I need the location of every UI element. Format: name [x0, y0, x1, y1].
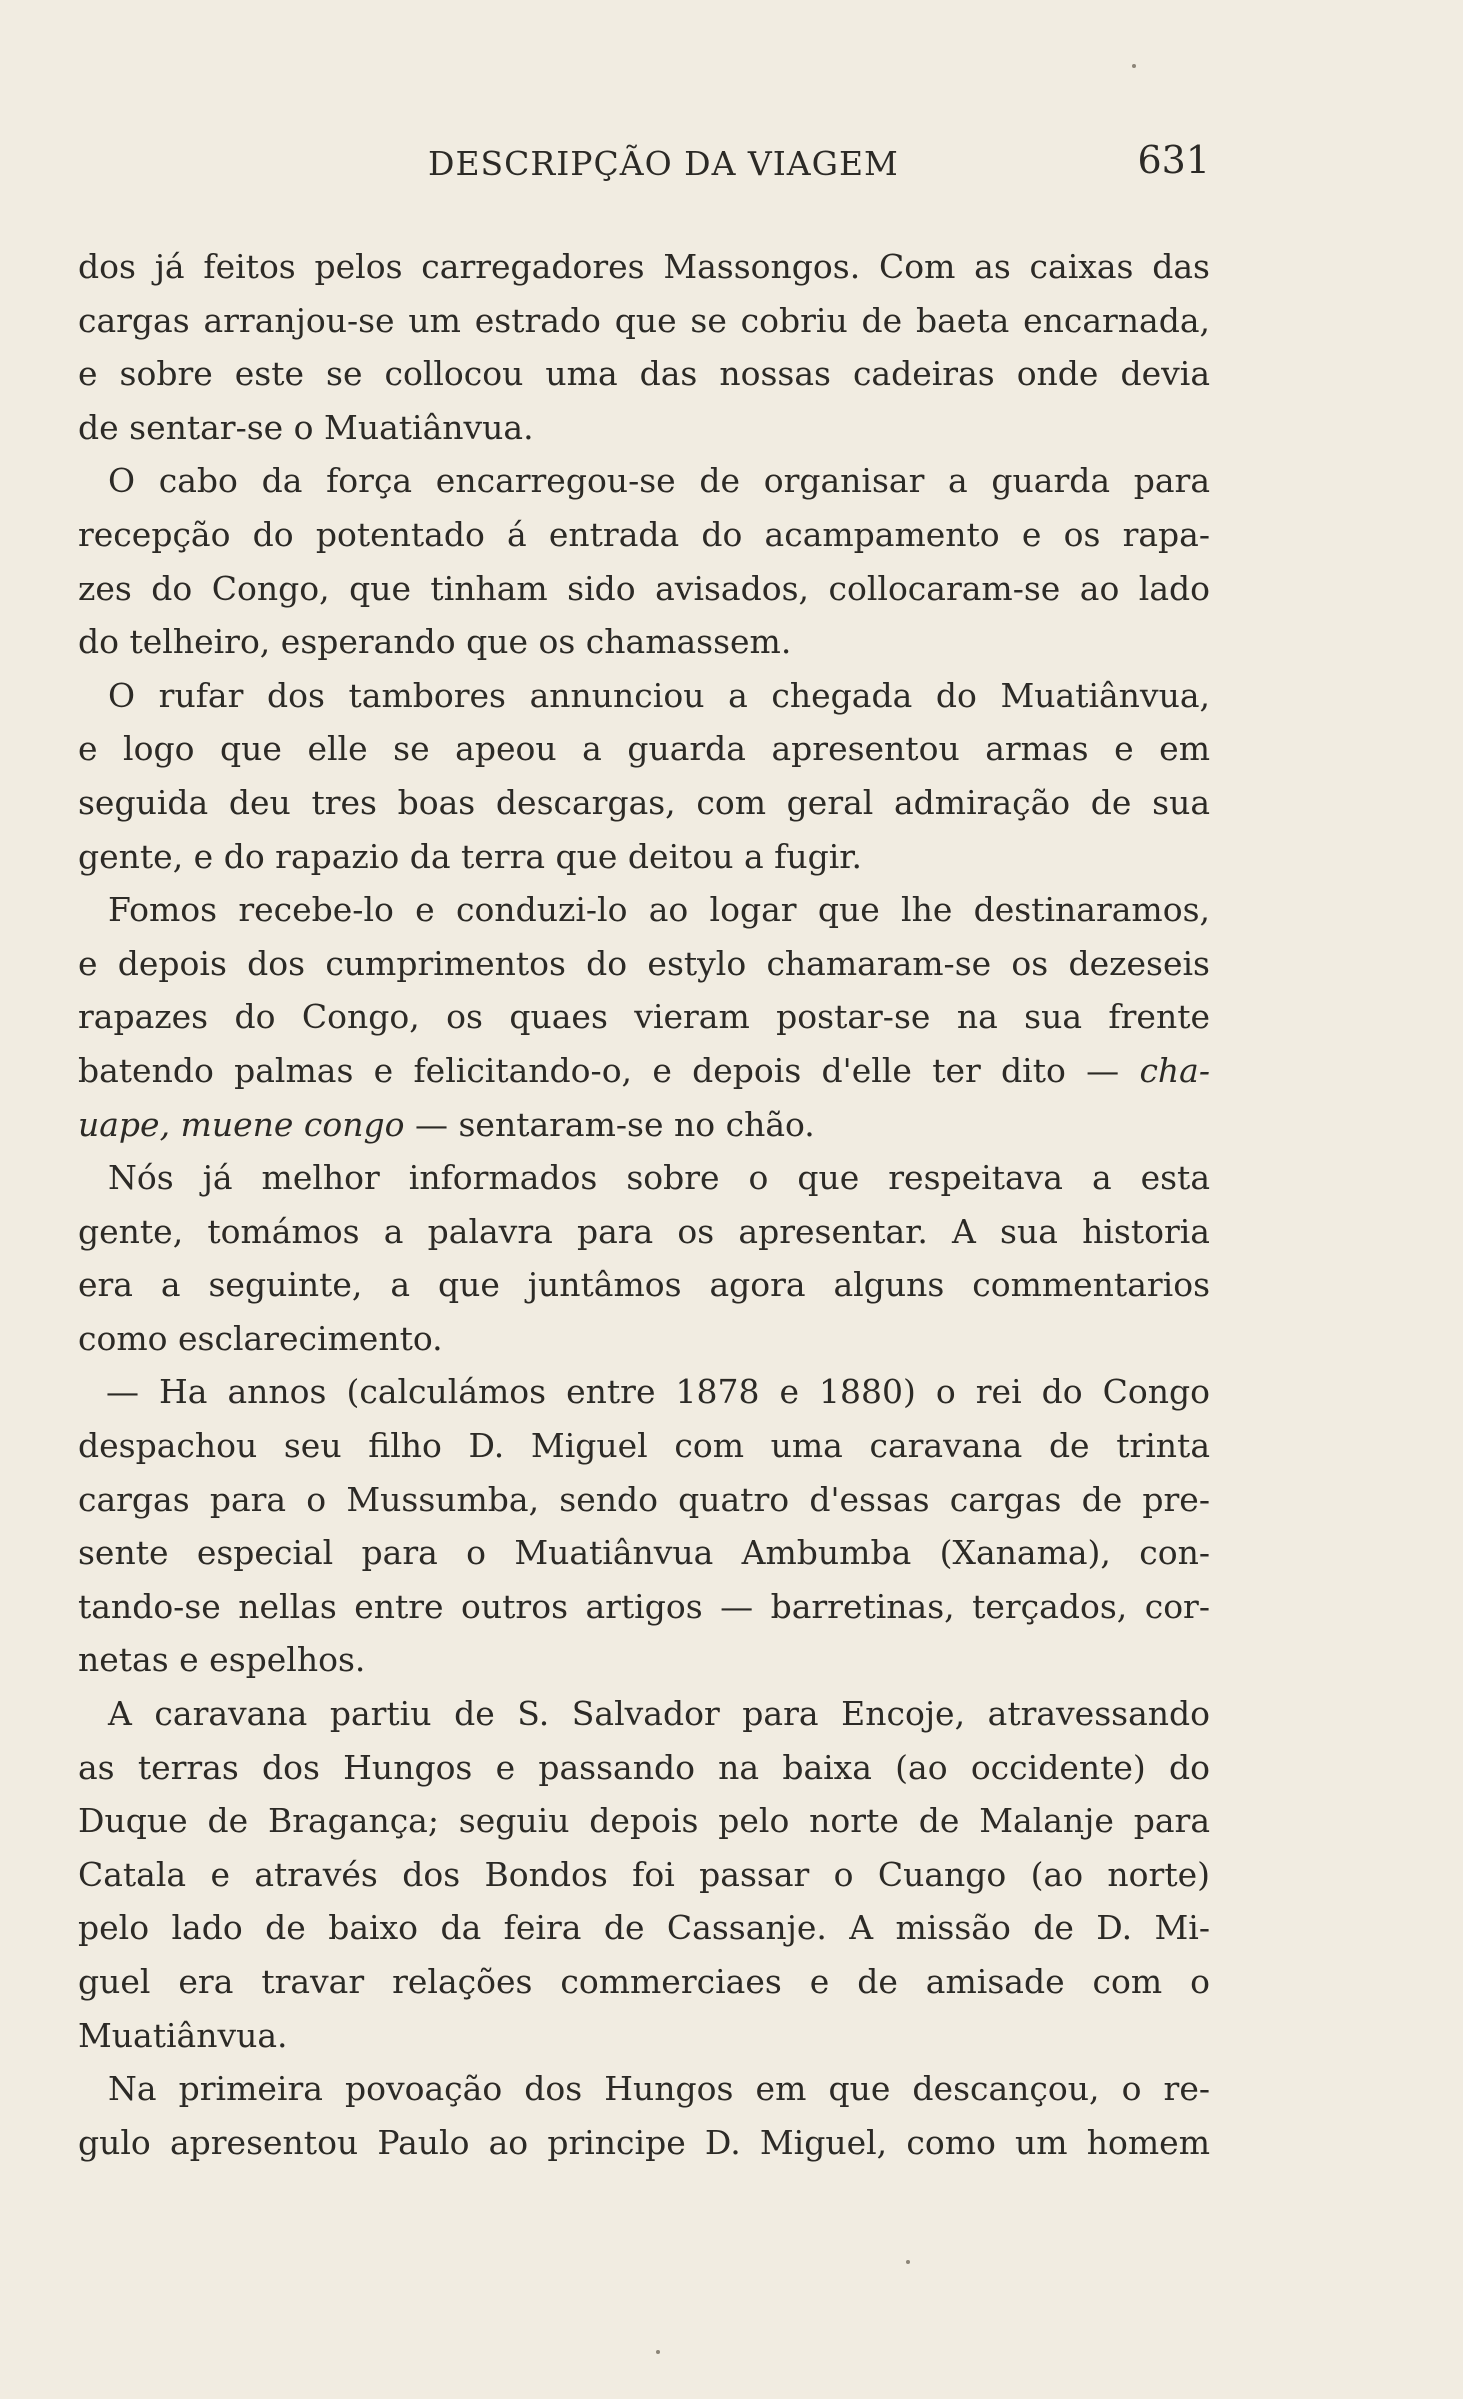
- text-line: e depois dos cumprimentos do estylo chamaram-se os dezeseis: [78, 943, 1210, 983]
- text-line: Muatiânvua.: [78, 2015, 288, 2055]
- text-line: e sobre este se collocou uma das nossas cadeiras onde devia: [78, 354, 1210, 394]
- text-line: cargas arranjou-se um estrado que se cobriu de baeta encarnada,: [78, 300, 1210, 340]
- text-line: zes do Congo, que tinham sido avisados, collocaram-se ao lado: [78, 568, 1210, 608]
- text-line: seguida deu tres boas descargas, com geral admiração de sua: [78, 782, 1210, 822]
- text-line: O rufar dos tambores annunciou a chegada do Muatiânvua,: [108, 675, 1210, 715]
- text-line: Na primeira povoação dos Hungos em que descançou, o re-: [108, 2069, 1210, 2109]
- text-line: de sentar-se o Muatiânvua.: [78, 407, 534, 447]
- running-head: DESCRIPÇÃO DA VIAGEM: [428, 144, 899, 183]
- text-line: dos já feitos pelos carregadores Massongos. Com as caixas das: [78, 247, 1210, 286]
- text-line-mixed: [78, 1098, 1210, 1152]
- body-text: [78, 240, 1210, 2169]
- italic-phrase: uape, muene congo: [78, 1104, 405, 1144]
- text-line: cargas para o Mussumba, sendo quatro d'essas cargas de pre-: [78, 1479, 1210, 1519]
- text-line: tando-se nellas entre outros artigos — barretinas, terçados, cor-: [78, 1586, 1210, 1626]
- paper-speck: [1132, 64, 1136, 68]
- text-line: como esclarecimento.: [78, 1318, 443, 1358]
- text-line: gulo apresentou Paulo ao principe D. Miguel, como um homem: [78, 2122, 1210, 2162]
- page-header: [78, 138, 1210, 188]
- paper-speck: [906, 2260, 910, 2264]
- text-line: do telheiro, esperando que os chamassem.: [78, 622, 792, 662]
- paper-speck: [656, 2350, 660, 2354]
- text-line: guel era travar relações commerciaes e de amisade com o: [78, 1962, 1210, 2001]
- text-line: despachou seu filho D. Miguel com uma caravana de trinta: [78, 1426, 1210, 1466]
- text-line: Nós já melhor informados sobre o que respeitava a esta: [108, 1158, 1210, 1198]
- text-run: batendo palmas e felicitando-o, e depois d'elle ter dito —: [78, 1050, 1140, 1090]
- page-number: 631: [1137, 138, 1210, 182]
- text-line: gente, e do rapazio da terra que deitou a fugir.: [78, 836, 862, 876]
- italic-phrase: cha-: [1139, 1050, 1210, 1090]
- text-line: — Ha annos (calculámos entre 1878 e 1880) o rei do Congo: [106, 1372, 1210, 1412]
- text-line: recepção do potentado á entrada do acampamento e os rapa-: [78, 514, 1210, 554]
- text-line-mixed: [78, 1044, 1210, 1098]
- text-line: O cabo da força encarregou-se de organisar a guarda para: [108, 461, 1210, 501]
- text-line: Fomos recebe-lo e conduzi-lo ao logar que lhe destinaramos,: [108, 890, 1210, 930]
- text-line: A caravana partiu de S. Salvador para Encoje, atravessando: [108, 1694, 1210, 1734]
- text-line: gente, tomámos a palavra para os apresentar. A sua historia: [78, 1211, 1210, 1251]
- text-line: e logo que elle se apeou a guarda apresentou armas e em: [78, 729, 1210, 769]
- text-line: netas e espelhos.: [78, 1640, 366, 1680]
- text-line: rapazes do Congo, os quaes vieram postar-se na sua frente: [78, 997, 1210, 1037]
- text-run: — sentaram-se no chão.: [404, 1104, 815, 1144]
- text-line: era a seguinte, a que juntâmos agora alguns commentarios: [78, 1265, 1210, 1305]
- text-line: Duque de Bragança; seguiu depois pelo norte de Malanje para: [78, 1801, 1210, 1841]
- text-line: sente especial para o Muatiânvua Ambumba (Xanama), con-: [78, 1533, 1210, 1573]
- text-line: Catala e através dos Bondos foi passar o Cuango (ao norte): [78, 1854, 1210, 1894]
- text-line: pelo lado de baixo da feira de Cassanje. A missão de D. Mi-: [78, 1908, 1210, 1948]
- text-line: as terras dos Hungos e passando na baixa (ao occidente) do: [78, 1747, 1210, 1787]
